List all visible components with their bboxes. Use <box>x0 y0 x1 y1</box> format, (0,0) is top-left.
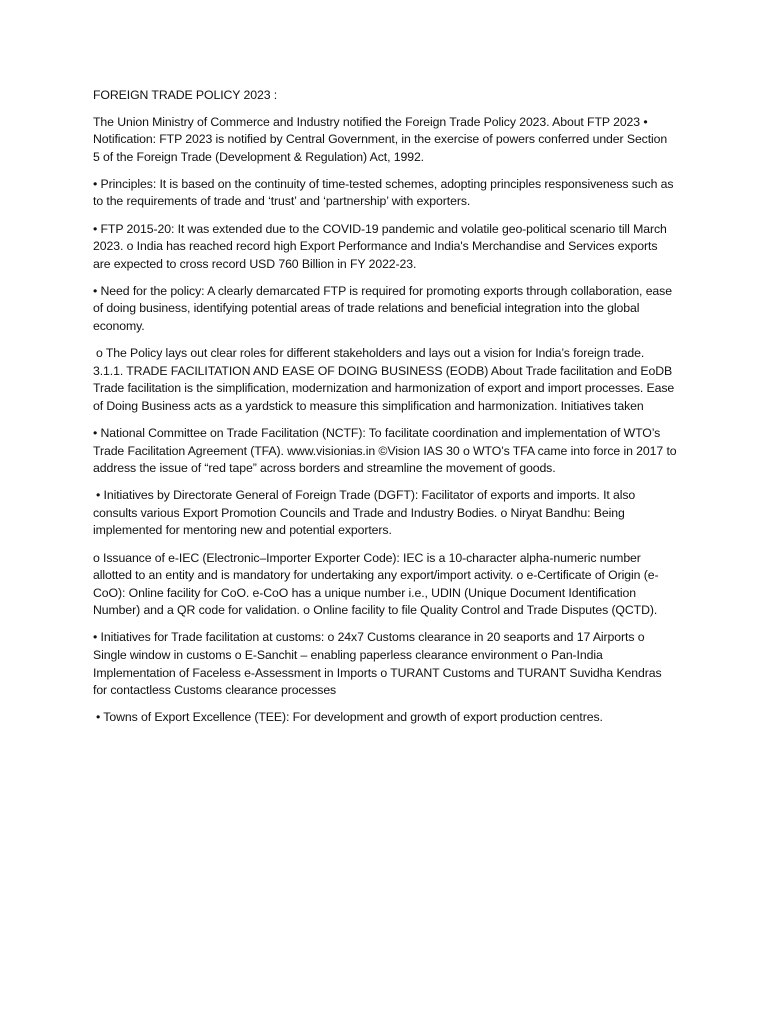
paragraph-nctf: • National Committee on Trade Facilitation (NCTF): To facilitate coordination and implementation of WTO’s Trade Facilitation Agreement (TFA). www.visionias.in ©Vision IAS 30 o WTO’s TFA came into force in 2017 to address the issue of “red tape” across borders and streamline the movement of goods. <box>93 426 677 476</box>
document-title: FOREIGN TRADE POLICY 2023 : <box>93 88 278 102</box>
paragraph-dgft-initiatives: • Initiatives by Directorate General of Foreign Trade (DGFT): Facilitator of exports and imports. It also consults various Export Promotion Councils and Trade and Industry Bodies. o Niryat Bandhu: Being implemented for mentoring new and potential exporters. <box>93 488 636 538</box>
paragraph-ftp-notification: The Union Ministry of Commerce and Industry notified the Foreign Trade Policy 2023. About FTP 2023 • Notification: FTP 2023 is notified by Central Government, in the exercise of powers conferred under Section 5 of the Foreign Trade (Development & Regulation) Act, 1992. <box>93 114 668 164</box>
paragraph-ftp-2015-20: • FTP 2015-20: It was extended due to the COVID-19 pandemic and volatile geo-political scenario till March 2023. o India has reached record high Export Performance and India's Merchandise and Services exports are expected to cross record USD 760 Billion in FY 2022-23. <box>93 221 667 271</box>
paragraph-principles: • Principles: It is based on the continuity of time-tested schemes, adopting principles responsiveness such as to the requirements of trade and ‘trust’ and ‘partnership’ with exporters. <box>93 176 674 209</box>
paragraph-customs-facilitation: • Initiatives for Trade facilitation at customs: o 24x7 Customs clearance in 20 seaports and 17 Airports o Single window in customs o E-Sanchit – enabling paperless clearance environment o Pan-India Implementation of Faceless e-Assessment in Imports o TURANT Customs and TURANT Suvidha Kendras for contactless Customs clearance processes <box>93 630 662 698</box>
paragraph-trade-facilitation-eodb: o The Policy lays out clear roles for different stakeholders and lays out a vision for India’s foreign trade. 3.1.1. TRADE FACILITATION AND EASE OF DOING BUSINESS (EODB) About Trade facilitation and EoDB Trade facilitation is the simplification, modernization and harmonization of export and import processes. Ease of Doing Business acts as a yardstick to measure this simplification and harmonization. Initiatives taken <box>93 346 675 413</box>
paragraph-e-iec: o Issuance of e-IEC (Electronic–Importer Exporter Code): IEC is a 10-character alpha-numeric number allotted to an entity and is mandatory for undertaking any export/import activity. o e-Certificate of Origin (e-CoO): Online facility for CoO. e-CoO has a unique number i.e., UDIN (Unique Document Identification Number) and a QR code for validation. o Online facility to file Quality Control and Trade Disputes (QCTD). <box>93 550 659 618</box>
paragraph-towns-of-export-excellence: • Towns of Export Excellence (TEE): For development and growth of export production centres. <box>96 710 603 725</box>
paragraph-need-for-policy: • Need for the policy: A clearly demarcated FTP is required for promoting exports through collaboration, ease of doing business, identifying potential areas of trade relations and beneficial integration into the global economy. <box>93 283 672 334</box>
document-page <box>93 87 677 736</box>
